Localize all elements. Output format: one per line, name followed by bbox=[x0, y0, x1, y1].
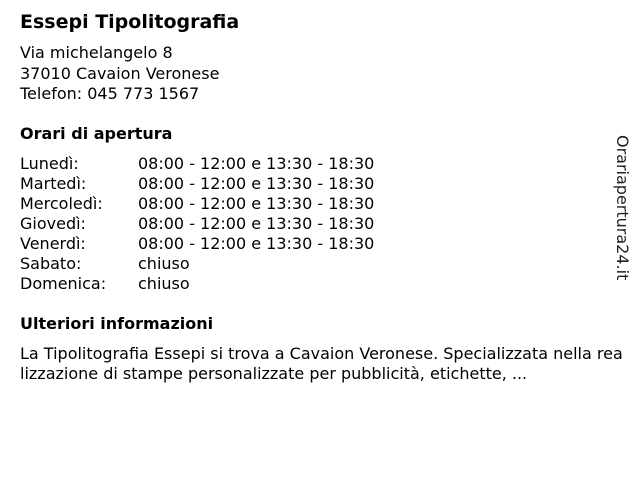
time-value: 08:00 - 12:00 e 13:30 - 18:30 bbox=[138, 174, 375, 193]
day-label: Martedì: bbox=[20, 174, 87, 193]
hours-row-sunday bbox=[20, 274, 440, 294]
hours-row-wednesday bbox=[20, 194, 440, 214]
business-name: Essepi Tipolitografia bbox=[20, 11, 240, 33]
time-value: 08:00 - 12:00 e 13:30 - 18:30 bbox=[138, 214, 375, 233]
street-address: Via michelangelo 8 bbox=[20, 43, 173, 62]
time-value: 08:00 - 12:00 e 13:30 - 18:30 bbox=[138, 194, 375, 213]
hours-row-tuesday bbox=[20, 174, 440, 194]
time-value: chiuso bbox=[138, 254, 190, 273]
site-watermark: Orariapertura24.it bbox=[613, 135, 632, 281]
day-label: Sabato: bbox=[20, 254, 82, 273]
business-description: La Tipolitografia Essepi si trova a Cavaion Veronese. Specializzata nella realizzazione di stampe personalizzate per pubblicità, etichette, ... bbox=[20, 344, 623, 383]
day-label: Domenica: bbox=[20, 274, 107, 293]
hours-row-friday bbox=[20, 234, 440, 254]
hours-row-thursday bbox=[20, 214, 440, 234]
hours-row-saturday bbox=[20, 254, 440, 274]
address-block bbox=[20, 43, 219, 105]
day-label: Lunedì: bbox=[20, 154, 79, 173]
day-label: Mercoledì: bbox=[20, 194, 103, 213]
phone-number: Telefon: 045 773 1567 bbox=[20, 84, 200, 103]
day-label: Giovedì: bbox=[20, 214, 86, 233]
time-value: 08:00 - 12:00 e 13:30 - 18:30 bbox=[138, 234, 375, 253]
additional-info-heading: Ulteriori informazioni bbox=[20, 314, 214, 333]
hours-row-monday bbox=[20, 154, 440, 174]
opening-hours-heading: Orari di apertura bbox=[20, 124, 173, 143]
opening-hours-table bbox=[20, 154, 440, 294]
time-value: 08:00 - 12:00 e 13:30 - 18:30 bbox=[138, 154, 375, 173]
time-value: chiuso bbox=[138, 274, 190, 293]
day-label: Venerdì: bbox=[20, 234, 86, 253]
city-address: 37010 Cavaion Veronese bbox=[20, 63, 220, 83]
